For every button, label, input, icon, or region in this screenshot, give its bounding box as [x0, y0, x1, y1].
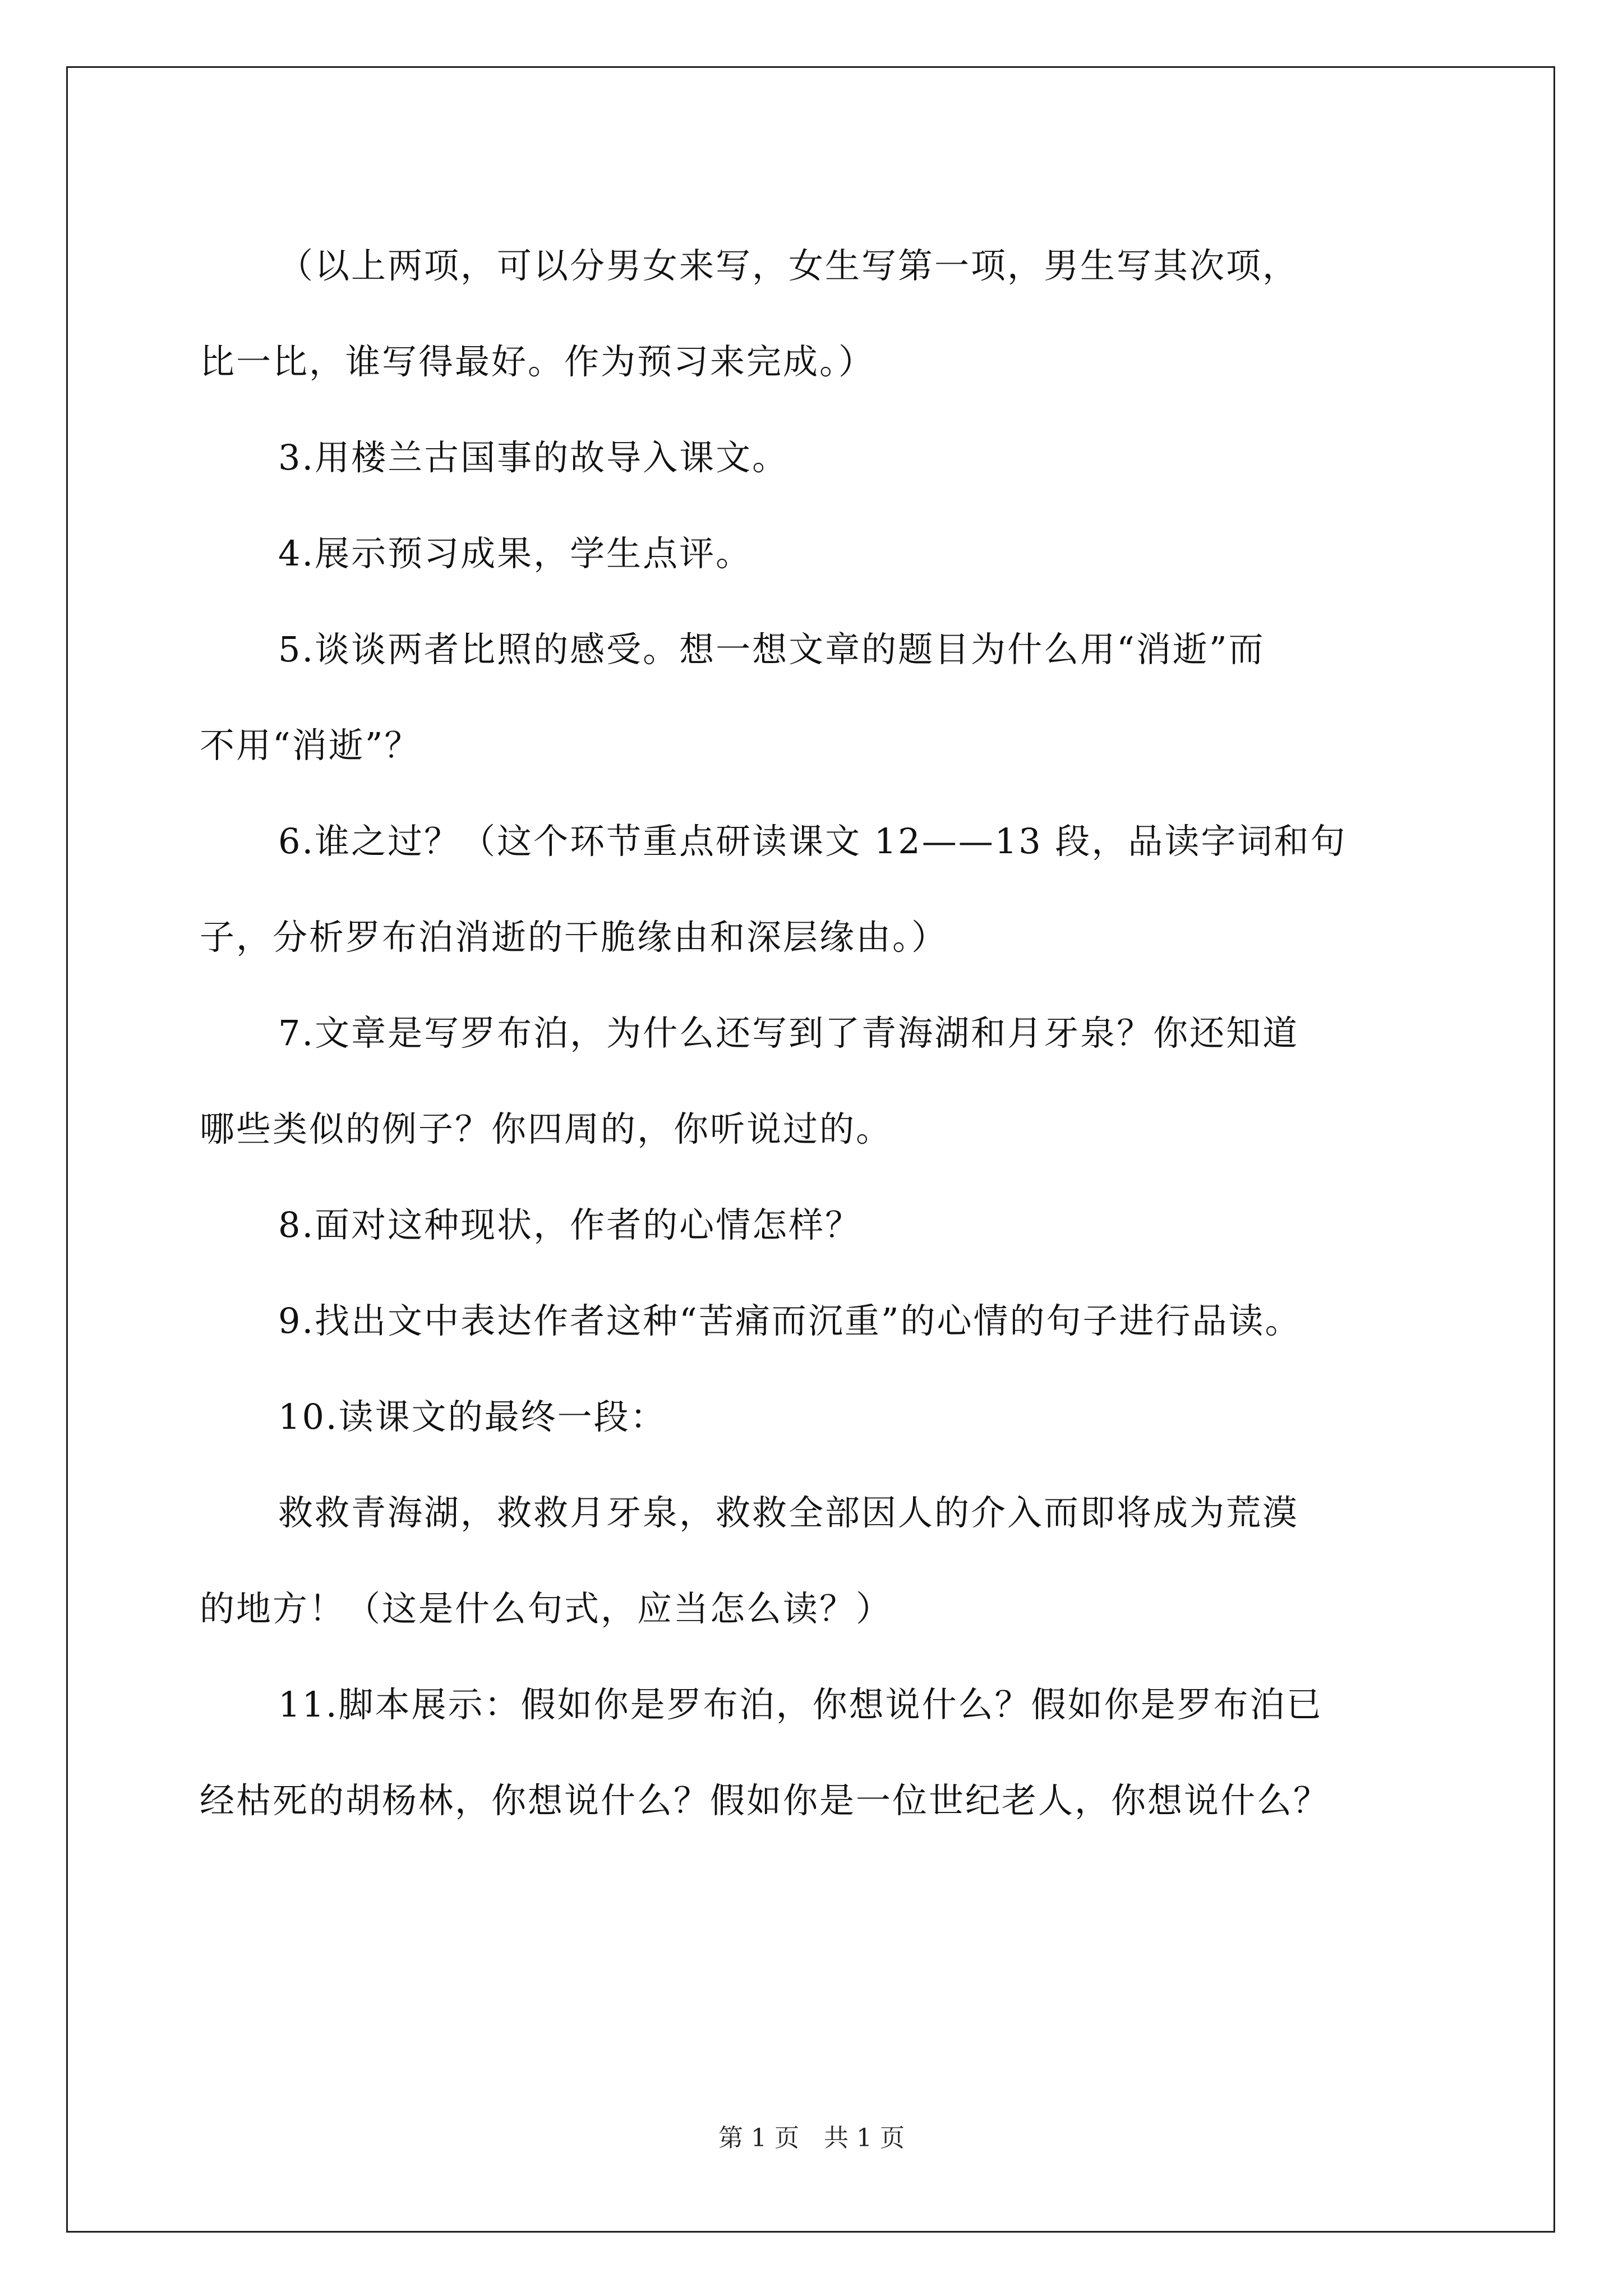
paragraph-line: 4.展示预习成果，学生点评。 — [278, 533, 753, 574]
paragraph-line: 经枯死的胡杨林，你想说什么？假如你是一位世纪老人，你想说什么？ — [200, 1780, 1330, 1821]
paragraph-line: 3.用楼兰古国事的故导入课文。 — [278, 437, 789, 478]
paragraph-line: 10.读课文的最终一段： — [278, 1396, 667, 1437]
paragraph-line: 7.文章是写罗布泊，为什么还写到了青海湖和月牙泉？你还知道 — [278, 1013, 1299, 1053]
document-body — [200, 218, 1417, 1848]
paragraph-line: 哪些类似的例子？你四周的，你听说过的。 — [200, 1108, 893, 1149]
paragraph-line: 9.找出文中表达作者这种“苦痛而沉重”的心情的句子进行品读。 — [278, 1300, 1302, 1341]
paragraph-line: 比一比，谁写得最好。作为预习来完成。） — [200, 341, 875, 382]
page-number-footer: 第 1 页 共 1 页 — [718, 2124, 905, 2152]
paragraph-line: 子，分析罗布泊消逝的干脆缘由和深层缘由。） — [200, 917, 948, 958]
paragraph-line: 8.面对这种现状，作者的心情怎样？ — [278, 1204, 862, 1245]
paragraph-line: 不用“消逝”？ — [200, 725, 421, 766]
paragraph-line: 6.谁之过？（这个环节重点研读课文 12——13 段，品读字词和句 — [278, 821, 1347, 862]
paragraph-line: 5.谈谈两者比照的感受。想一想文章的题目为什么用“消逝”而 — [278, 629, 1265, 670]
paragraph-line: （以上两项，可以分男女来写，女生写第一项，男生写其次项， — [278, 245, 1299, 286]
paragraph-line: 的地方！（这是什么句式，应当怎么读？） — [200, 1588, 893, 1629]
paragraph-line: 救救青海湖，救救月牙泉，救救全部因人的介入而即将成为荒漠 — [278, 1492, 1299, 1533]
paragraph-line: 11.脚本展示：假如你是罗布泊，你想说什么？假如你是罗布泊已 — [278, 1684, 1323, 1725]
